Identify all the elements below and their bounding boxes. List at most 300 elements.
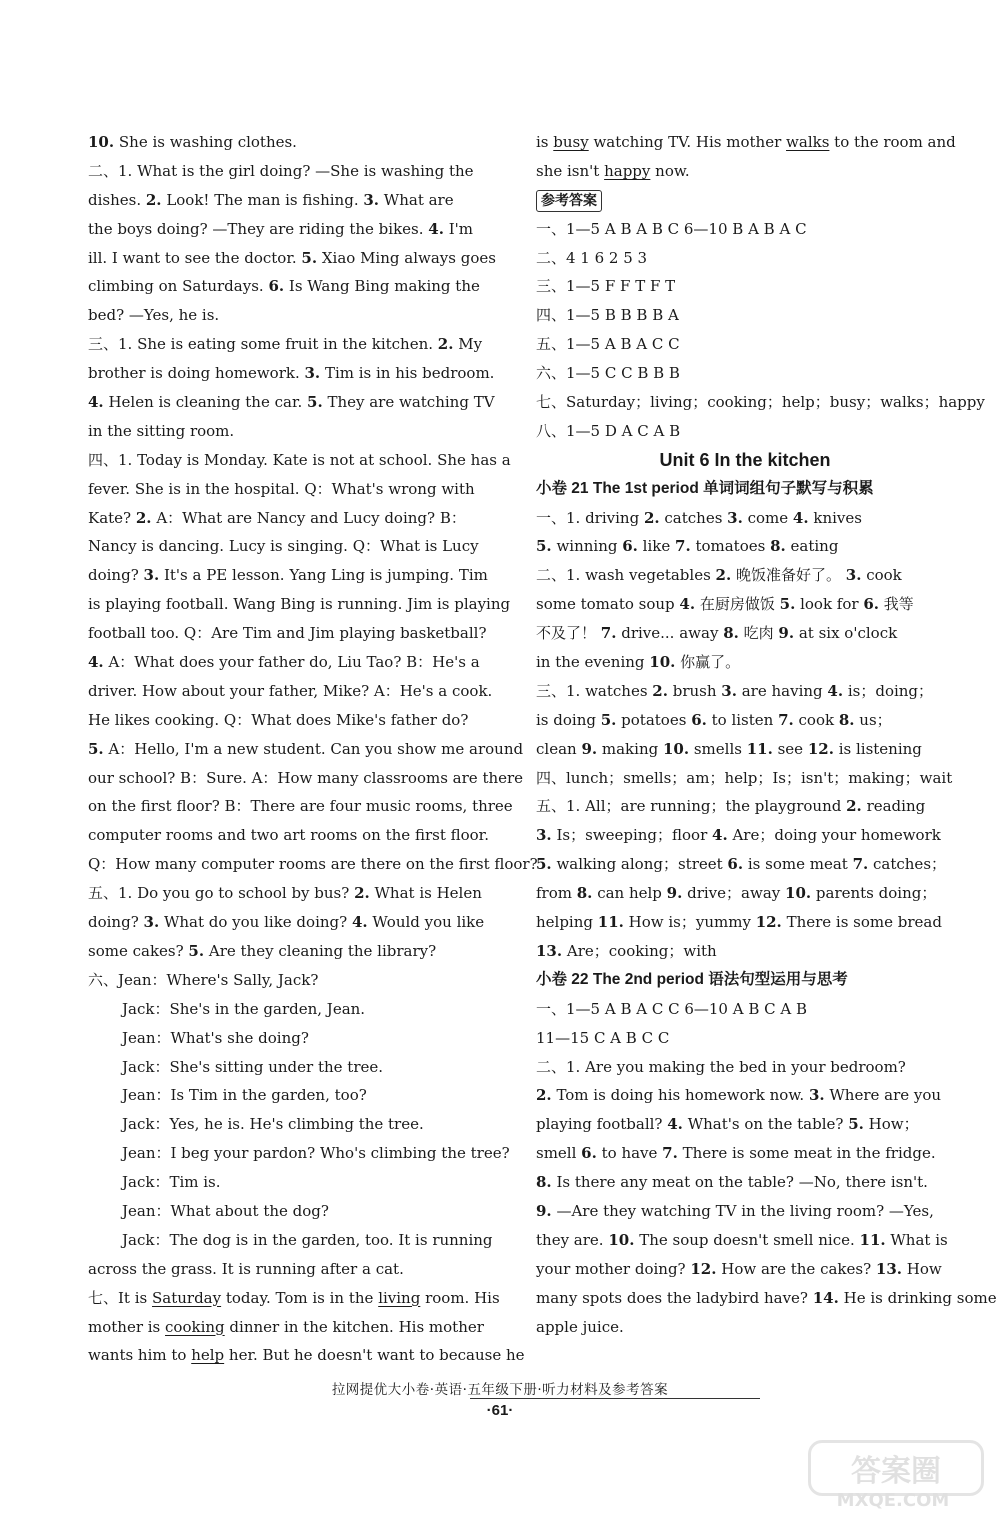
item-number: 5. bbox=[88, 739, 104, 758]
item-number: 3. bbox=[721, 681, 737, 700]
item-number: 8. bbox=[536, 1173, 552, 1192]
item-number: 2. bbox=[536, 1086, 552, 1105]
text-line bbox=[88, 1226, 504, 1255]
text-line bbox=[88, 446, 511, 475]
item-number: 14. bbox=[812, 1288, 839, 1307]
page-number: ·61· bbox=[486, 1402, 514, 1419]
text-line bbox=[88, 215, 504, 244]
text-segment: some cakes? bbox=[88, 941, 189, 960]
item-number: 6. bbox=[863, 595, 879, 614]
text-line bbox=[88, 1197, 504, 1226]
item-number: 2. bbox=[715, 566, 732, 585]
text-segment: your mother doing? bbox=[536, 1259, 691, 1278]
text-segment: Look! The man is fishing. bbox=[161, 190, 364, 209]
text-segment: 七、It is bbox=[88, 1288, 152, 1307]
item-number: 8. bbox=[838, 710, 855, 729]
text-line bbox=[536, 850, 954, 879]
text-line bbox=[88, 850, 538, 879]
text-line bbox=[536, 1139, 954, 1168]
item-number: 5. bbox=[848, 1115, 864, 1134]
text-segment: 五、1—5 A B A C C bbox=[536, 335, 680, 354]
text-segment: 二、1. What is the girl doing? —She is washing the bbox=[88, 161, 474, 180]
text-line bbox=[536, 1255, 954, 1284]
text-segment: Jean：What about the dog? bbox=[122, 1201, 329, 1220]
text-segment: room. His bbox=[420, 1288, 500, 1307]
text-line bbox=[88, 244, 504, 273]
item-number: 3. bbox=[808, 1086, 825, 1105]
item-number: 5. bbox=[600, 710, 617, 729]
text-line bbox=[536, 359, 954, 388]
text-line bbox=[88, 1284, 504, 1313]
text-segment: eating bbox=[785, 537, 839, 556]
text-segment: reading bbox=[861, 797, 926, 816]
text-line bbox=[536, 388, 985, 417]
text-line bbox=[88, 879, 504, 908]
text-segment: Nancy is dancing. Lucy is singing. Q：What is Lucy bbox=[88, 537, 479, 556]
text-line bbox=[536, 879, 954, 908]
underlined-answer: cooking bbox=[165, 1317, 225, 1336]
item-number: 8. bbox=[770, 537, 786, 556]
text-segment: Jean：Is Tim in the garden, too? bbox=[122, 1086, 367, 1105]
text-segment: are having bbox=[736, 681, 828, 700]
item-number: 9. bbox=[666, 884, 683, 903]
item-number: 7. bbox=[778, 710, 794, 729]
text-segment: is bbox=[536, 133, 554, 151]
text-segment: 我等 bbox=[879, 595, 914, 614]
text-segment: 你赢了。 bbox=[675, 653, 741, 672]
text-segment: 三、1. watches bbox=[536, 681, 653, 700]
text-segment: fever. She is in the hospital. Q：What's wrong with bbox=[88, 479, 475, 498]
answer-key-label: 参考答案 bbox=[536, 190, 602, 212]
text-segment: driver. How about your father, Mike? A：He's a cook. bbox=[88, 681, 493, 700]
text-segment: Are；cooking；with bbox=[562, 941, 717, 960]
text-line bbox=[536, 128, 954, 157]
text-segment: How； bbox=[863, 1115, 919, 1134]
text-segment: What's on the table? bbox=[682, 1115, 849, 1134]
text-segment: 一、1—5 A B A C C 6—10 A B C A B bbox=[536, 999, 807, 1018]
text-segment: 11—15 C A B C C bbox=[536, 1028, 670, 1047]
text-segment: her. But he doesn't want to because he bbox=[224, 1346, 525, 1365]
item-number: 10. bbox=[785, 884, 812, 903]
text-segment: climbing on Saturdays. bbox=[88, 277, 269, 296]
text-segment: many spots does the ladybird have? bbox=[536, 1288, 813, 1307]
text-segment: 三、1—5 F F T F T bbox=[536, 277, 676, 296]
item-number: 9. bbox=[778, 624, 795, 643]
text-segment: from bbox=[536, 884, 577, 903]
text-line bbox=[88, 821, 504, 850]
text-segment: There is some bread bbox=[781, 913, 942, 932]
item-number: 3. bbox=[845, 566, 862, 585]
text-segment: What do you like doing? bbox=[159, 913, 352, 932]
item-number: 5. bbox=[536, 537, 552, 556]
item-number: 6. bbox=[622, 537, 638, 556]
text-segment: some tomato soup bbox=[536, 595, 680, 614]
text-line bbox=[536, 244, 954, 273]
text-line bbox=[536, 1226, 954, 1255]
text-line bbox=[536, 1024, 954, 1053]
text-segment: Tim is in his bedroom. bbox=[320, 364, 495, 383]
text-line bbox=[536, 677, 954, 706]
text-segment: catches bbox=[659, 508, 728, 527]
item-number: 3. bbox=[536, 826, 552, 845]
text-segment: I'm bbox=[443, 219, 474, 238]
text-segment: like bbox=[637, 537, 676, 556]
text-segment: Jack：Yes, he is. He's climbing the tree. bbox=[122, 1115, 424, 1134]
item-number: 6. bbox=[268, 277, 285, 296]
text-segment: now. bbox=[650, 161, 690, 180]
text-segment: look for bbox=[795, 595, 864, 614]
item-number: 3. bbox=[143, 566, 160, 585]
underlined-answer: help bbox=[191, 1346, 225, 1365]
section-heading: 小卷 21 The 1st period 单词词组句子默写与积累 bbox=[536, 479, 874, 497]
text-line bbox=[536, 1197, 954, 1226]
text-segment: our school? B：Sure. A：How many classrooms are there bbox=[88, 768, 524, 787]
item-number: 9. bbox=[536, 1201, 552, 1220]
text-line bbox=[536, 1053, 954, 1082]
text-line bbox=[536, 186, 954, 215]
text-segment: at six o'clock bbox=[794, 624, 898, 643]
text-segment: playing football? bbox=[536, 1115, 668, 1134]
item-number: 3. bbox=[304, 364, 321, 383]
text-segment: How bbox=[902, 1259, 942, 1278]
text-segment: drive；away bbox=[682, 884, 786, 903]
item-number: 4. bbox=[712, 826, 728, 845]
text-line bbox=[88, 1341, 525, 1370]
item-number: 5. bbox=[779, 595, 796, 614]
item-number: 8. bbox=[576, 884, 593, 903]
text-line bbox=[88, 330, 504, 359]
text-segment: 晚饭准备好了。 bbox=[731, 566, 846, 585]
text-segment: Kate? bbox=[88, 508, 136, 527]
item-number: 3. bbox=[143, 913, 160, 932]
text-line bbox=[536, 1284, 997, 1313]
text-segment: Is Wang Bing making the bbox=[284, 277, 480, 296]
text-line bbox=[536, 821, 954, 850]
item-number: 11. bbox=[859, 1230, 886, 1249]
item-number: 6. bbox=[691, 710, 707, 729]
text-segment: Jean：I beg your pardon? Who's climbing the tree? bbox=[122, 1144, 510, 1163]
text-segment: How is；yummy bbox=[623, 913, 756, 932]
item-number: 13. bbox=[536, 941, 563, 960]
text-segment: 八、1—5 D A C A B bbox=[536, 421, 681, 440]
text-segment: Jack：The dog is in the garden, too. It is running bbox=[122, 1230, 493, 1249]
text-segment: 二、1. wash vegetables bbox=[536, 566, 716, 585]
text-line bbox=[88, 157, 504, 186]
item-number: 7. bbox=[675, 537, 691, 556]
text-segment: 五、1. All；are running；the playground bbox=[536, 797, 847, 816]
footer-title: 拉网提优大小卷·英语·五年级下册·听力材料及参考答案 bbox=[331, 1382, 669, 1398]
item-number: 12. bbox=[755, 913, 782, 932]
text-line bbox=[536, 995, 954, 1024]
text-segment: A：Hello, I'm a new student. Can you show me around bbox=[103, 739, 524, 758]
text-segment: bed? —Yes, he is. bbox=[88, 306, 220, 325]
item-number: 7. bbox=[600, 624, 617, 643]
text-line bbox=[536, 792, 954, 821]
text-line bbox=[88, 301, 504, 330]
text-segment: drive... away bbox=[616, 624, 724, 643]
text-segment: How are the cakes? bbox=[716, 1259, 876, 1278]
text-segment: A：What does your father do, Liu Tao? B：He's a bbox=[103, 653, 480, 672]
text-segment: helping bbox=[536, 913, 598, 932]
text-segment: The soup doesn't smell nice. bbox=[634, 1230, 860, 1249]
text-line bbox=[536, 590, 954, 619]
text-segment: —Are they watching TV in the living room? —Yes, bbox=[551, 1201, 934, 1220]
item-number: 11. bbox=[746, 739, 773, 758]
item-number: 4. bbox=[88, 653, 104, 672]
text-line bbox=[88, 475, 504, 504]
text-line bbox=[88, 532, 504, 561]
text-segment: in the evening bbox=[536, 653, 650, 672]
item-number: 5. bbox=[301, 248, 318, 267]
text-segment: in the sitting room. bbox=[88, 421, 235, 440]
text-segment: making bbox=[597, 739, 663, 758]
text-line bbox=[536, 301, 954, 330]
text-segment: dishes. bbox=[88, 190, 146, 209]
text-segment: brother is doing homework. bbox=[88, 364, 305, 383]
text-segment: 二、4 1 6 2 5 3 bbox=[536, 248, 648, 267]
text-segment: smell bbox=[536, 1144, 582, 1163]
text-line bbox=[88, 388, 504, 417]
text-line bbox=[536, 764, 954, 793]
item-number: 8. bbox=[723, 624, 739, 643]
text-segment: football too. Q：Are Tim and Jim playing basketball? bbox=[88, 624, 487, 643]
underlined-answer: walks bbox=[786, 133, 830, 151]
item-number: 3. bbox=[363, 190, 380, 209]
text-segment: 二、1. Are you making the bed in your bedroom? bbox=[536, 1057, 906, 1076]
text-segment: There is some meat in the fridge. bbox=[677, 1144, 936, 1163]
unit-heading: Unit 6 In the kitchen bbox=[659, 449, 831, 470]
text-segment: she isn't bbox=[536, 161, 605, 180]
item-number: 2. bbox=[354, 884, 370, 903]
text-line bbox=[536, 706, 954, 735]
item-number: 12. bbox=[690, 1259, 717, 1278]
text-segment: What are bbox=[379, 190, 454, 209]
text-segment: 在厨房做饭 bbox=[695, 595, 780, 614]
text-line bbox=[536, 1313, 954, 1342]
text-segment: winning bbox=[551, 537, 623, 556]
text-segment: brush bbox=[667, 681, 722, 700]
item-number: 4. bbox=[351, 913, 368, 932]
text-segment: can help bbox=[592, 884, 667, 903]
text-segment: the boys doing? —They are riding the bikes. bbox=[88, 219, 429, 238]
text-line bbox=[536, 504, 954, 533]
text-segment: is some meat bbox=[743, 855, 853, 874]
item-number: 13. bbox=[875, 1259, 902, 1278]
item-number: 2. bbox=[846, 797, 862, 816]
text-line bbox=[536, 330, 954, 359]
text-line bbox=[88, 186, 504, 215]
left-column bbox=[88, 128, 538, 1370]
text-line bbox=[88, 1081, 504, 1110]
text-segment: What is Helen bbox=[369, 884, 482, 903]
item-number: 7. bbox=[662, 1144, 678, 1163]
text-segment: apple juice. bbox=[536, 1317, 624, 1336]
text-segment: to listen bbox=[706, 710, 779, 729]
text-segment: Are；doing your homework bbox=[727, 826, 941, 845]
text-segment: Q：How many computer rooms are there on the first floor? bbox=[88, 855, 538, 874]
item-number: 9. bbox=[581, 739, 598, 758]
text-segment: us； bbox=[854, 710, 892, 729]
item-number: 3. bbox=[727, 508, 743, 527]
text-line bbox=[536, 619, 954, 648]
item-number: 2. bbox=[135, 508, 152, 527]
item-number: 10. bbox=[88, 133, 115, 151]
text-segment: is；doing； bbox=[843, 681, 934, 700]
item-number: 6. bbox=[727, 855, 744, 874]
text-line bbox=[536, 1168, 954, 1197]
text-segment: across the grass. It is running after a cat. bbox=[88, 1259, 404, 1278]
underlined-answer: happy bbox=[604, 161, 651, 180]
text-line bbox=[88, 937, 504, 966]
text-segment: Is；sweeping；floor bbox=[551, 826, 713, 845]
underlined-answer: living bbox=[378, 1288, 421, 1307]
item-number: 6. bbox=[581, 1144, 597, 1163]
item-number: 4. bbox=[827, 681, 844, 700]
text-segment: Tom is doing his homework now. bbox=[551, 1086, 809, 1105]
text-segment: tomatoes bbox=[690, 537, 771, 556]
text-line bbox=[536, 272, 954, 301]
text-line bbox=[88, 735, 524, 764]
text-segment: ill. I want to see the doctor. bbox=[88, 248, 302, 267]
text-segment: knives bbox=[808, 508, 862, 527]
text-segment: Are they cleaning the library? bbox=[204, 941, 437, 960]
item-number: 2. bbox=[652, 681, 668, 700]
text-segment: come bbox=[742, 508, 793, 527]
text-segment: on the first floor? B：There are four music rooms, three bbox=[88, 797, 513, 816]
text-segment: My bbox=[453, 335, 483, 354]
item-number: 11. bbox=[597, 913, 624, 932]
text-line bbox=[88, 1255, 504, 1284]
text-line bbox=[88, 1139, 510, 1168]
section-heading: 小卷 22 The 2nd period 语法句型运用与思考 bbox=[536, 970, 848, 988]
text-line bbox=[536, 735, 954, 764]
text-segment: She is washing clothes. bbox=[114, 133, 297, 151]
text-segment: He likes cooking. Q：What does Mike's father do? bbox=[88, 710, 469, 729]
text-segment: cook bbox=[861, 566, 902, 585]
text-line bbox=[88, 590, 511, 619]
text-line bbox=[88, 561, 504, 590]
text-segment: potatoes bbox=[616, 710, 692, 729]
text-segment: Jack：She's sitting under the tree. bbox=[122, 1057, 384, 1076]
text-segment: 一、1—5 A B A B C 6—10 B A B A C bbox=[536, 219, 807, 238]
text-line bbox=[88, 504, 504, 533]
text-line bbox=[536, 532, 954, 561]
right-column bbox=[536, 128, 997, 1341]
text-line bbox=[88, 128, 504, 157]
item-number: 10. bbox=[649, 653, 676, 672]
text-segment: walking along；street bbox=[551, 855, 728, 874]
text-segment: mother is bbox=[88, 1317, 166, 1336]
text-line bbox=[88, 995, 504, 1024]
text-line bbox=[88, 417, 504, 446]
text-segment: Is there any meat on the table? —No, there isn't. bbox=[551, 1173, 928, 1192]
text-line bbox=[88, 1024, 504, 1053]
text-line bbox=[88, 272, 504, 301]
text-line bbox=[536, 908, 954, 937]
item-number: 12. bbox=[807, 739, 834, 758]
watermark bbox=[808, 1440, 978, 1512]
text-line bbox=[88, 1168, 504, 1197]
text-line bbox=[88, 706, 504, 735]
text-segment: doing? bbox=[88, 566, 144, 585]
item-number: 5. bbox=[536, 855, 552, 874]
watermark-logo: 答案圈 bbox=[808, 1440, 984, 1496]
text-segment: is listening bbox=[833, 739, 922, 758]
text-line bbox=[88, 648, 504, 677]
item-number: 10. bbox=[662, 739, 690, 758]
text-segment: 四、1. Today is Monday. Kate is not at school. She has a bbox=[88, 450, 511, 469]
text-line bbox=[88, 966, 504, 995]
underlined-answer: Saturday bbox=[152, 1288, 222, 1307]
text-segment: They are watching TV bbox=[322, 393, 495, 412]
text-segment: cook bbox=[793, 710, 839, 729]
item-number: 10. bbox=[608, 1230, 635, 1249]
text-line bbox=[88, 792, 513, 821]
text-segment: 四、lunch；smells；am；help；Is；isn't；making；wait bbox=[536, 768, 953, 787]
text-segment: to have bbox=[596, 1144, 663, 1163]
underlined-answer: busy bbox=[553, 133, 589, 151]
text-segment: Helen is cleaning the car. bbox=[103, 393, 308, 412]
item-number: 2. bbox=[145, 190, 162, 209]
text-line bbox=[536, 937, 954, 966]
text-line bbox=[536, 561, 954, 590]
item-number: 2. bbox=[437, 335, 454, 354]
text-segment: wants him to bbox=[88, 1346, 192, 1365]
text-line bbox=[88, 1053, 504, 1082]
text-segment: today. Tom is in the bbox=[221, 1288, 379, 1307]
text-segment: 七、Saturday；living；cooking；help；busy；walks；happy bbox=[536, 393, 985, 412]
text-segment: Xiao Ming always goes bbox=[317, 248, 496, 267]
text-segment: is playing football. Wang Bing is running. Jim is playing bbox=[88, 595, 511, 614]
text-segment: What is bbox=[885, 1230, 948, 1249]
text-line bbox=[536, 215, 954, 244]
text-segment: smells bbox=[689, 739, 747, 758]
text-segment: Jack：She's in the garden, Jean. bbox=[122, 999, 366, 1018]
item-number: 4. bbox=[88, 393, 104, 412]
text-segment: Where are you bbox=[824, 1086, 942, 1105]
text-segment: It's a PE lesson. Yang Ling is jumping. Tim bbox=[159, 566, 488, 585]
text-segment: 三、1. She is eating some fruit in the kitchen. bbox=[88, 335, 438, 354]
text-line bbox=[88, 1110, 504, 1139]
text-segment: Jack：Tim is. bbox=[122, 1173, 221, 1192]
item-number: 5. bbox=[188, 941, 205, 960]
text-line bbox=[88, 677, 504, 706]
text-line bbox=[88, 1313, 504, 1342]
item-number: 4. bbox=[667, 1115, 683, 1134]
text-segment: dinner in the kitchen. His mother bbox=[224, 1317, 484, 1336]
text-segment: 一、1. driving bbox=[536, 508, 644, 527]
text-line bbox=[536, 157, 954, 186]
item-number: 4. bbox=[792, 508, 809, 527]
text-segment: catches； bbox=[868, 855, 947, 874]
text-line bbox=[88, 359, 504, 388]
text-line bbox=[88, 619, 504, 648]
text-line bbox=[536, 417, 954, 446]
text-segment: Would you like bbox=[367, 913, 485, 932]
item-number: 2. bbox=[643, 508, 660, 527]
item-number: 5. bbox=[307, 393, 323, 412]
text-segment: computer rooms and two art rooms on the first floor. bbox=[88, 826, 489, 845]
text-segment: 六、Jean：Where's Sally, Jack? bbox=[88, 970, 319, 989]
text-line bbox=[536, 648, 954, 677]
text-segment: doing? bbox=[88, 913, 144, 932]
item-number: 4. bbox=[428, 219, 444, 238]
text-segment: they are. bbox=[536, 1230, 609, 1249]
item-number: 4. bbox=[679, 595, 696, 614]
text-segment: 吃肉 bbox=[738, 624, 779, 643]
text-segment: A：What are Nancy and Lucy doing? B： bbox=[151, 508, 466, 527]
text-segment: to the room and bbox=[829, 133, 956, 151]
